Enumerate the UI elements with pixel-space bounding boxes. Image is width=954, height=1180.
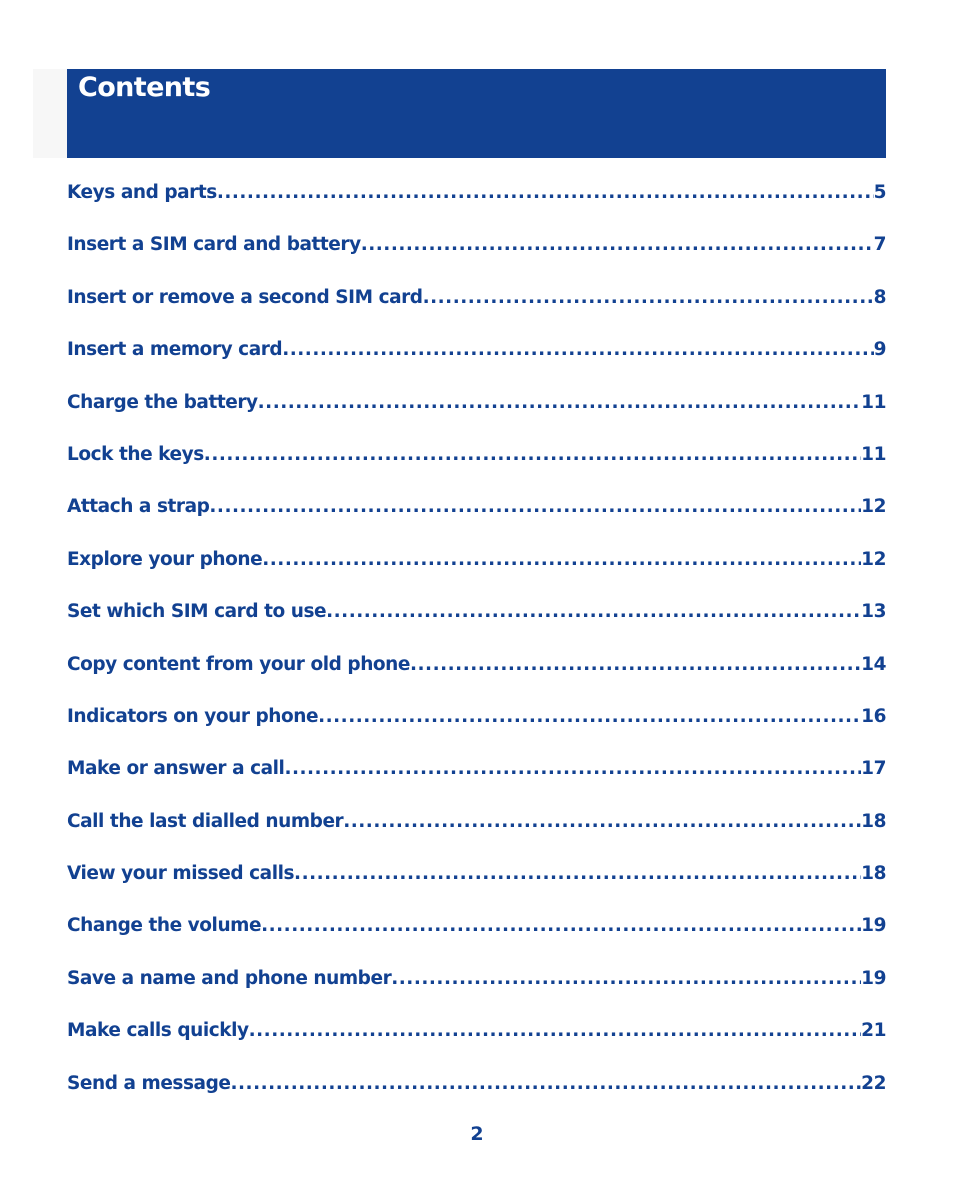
toc-entry-charge-battery[interactable] (67, 388, 886, 440)
table-of-contents (67, 178, 886, 1121)
toc-entry-page: 19 (861, 967, 886, 989)
toc-entry-title: Call the last dialled number (67, 810, 344, 832)
toc-dot-leader (282, 335, 873, 365)
toc-dot-leader (258, 388, 862, 418)
toc-entry-page: 21 (861, 1020, 886, 1042)
toc-entry-page: 18 (861, 863, 886, 885)
toc-entry-title: Keys and parts (67, 182, 217, 203)
toc-entry-page: 12 (861, 496, 886, 518)
toc-dot-leader (391, 964, 861, 994)
toc-entry-send-message[interactable] (67, 1069, 886, 1121)
toc-dot-leader (230, 1069, 861, 1099)
toc-dot-leader (249, 1016, 862, 1046)
toc-entry-page: 14 (861, 653, 886, 675)
toc-dot-leader (410, 650, 861, 680)
toc-entry-title: View your missed calls (67, 863, 295, 885)
toc-entry-page: 5 (873, 182, 886, 203)
toc-entry-title: Send a message (67, 1072, 231, 1094)
toc-entry-page: 22 (861, 1072, 886, 1094)
toc-entry-copy-content[interactable] (67, 650, 886, 702)
toc-entry-indicators[interactable] (67, 702, 886, 754)
toc-dot-leader (326, 597, 861, 627)
toc-entry-save-name[interactable] (67, 964, 886, 1016)
toc-dot-leader (209, 492, 861, 522)
toc-entry-make-calls-quickly[interactable] (67, 1016, 886, 1068)
toc-entry-attach-strap[interactable] (67, 492, 886, 544)
toc-entry-page: 8 (873, 286, 886, 308)
toc-entry-page: 19 (861, 915, 886, 937)
toc-dot-leader (217, 178, 874, 208)
toc-entry-title: Make or answer a call (67, 758, 285, 780)
toc-entry-title: Insert or remove a second SIM card (67, 286, 423, 308)
toc-entry-title: Insert a SIM card and battery (67, 234, 361, 256)
page-title: Contents (78, 72, 211, 103)
toc-entry-page: 18 (861, 810, 886, 832)
toc-dot-leader (284, 754, 861, 784)
toc-entry-missed-calls[interactable] (67, 859, 886, 911)
toc-entry-explore-phone[interactable] (67, 545, 886, 597)
toc-entry-lock-keys[interactable] (67, 440, 886, 492)
toc-entry-title: Set which SIM card to use (67, 601, 327, 623)
toc-entry-set-sim[interactable] (67, 597, 886, 649)
toc-entry-change-volume[interactable] (67, 911, 886, 963)
toc-entry-title: Make calls quickly (67, 1020, 249, 1042)
toc-entry-page: 7 (873, 234, 886, 256)
toc-dot-leader (262, 545, 861, 575)
toc-entry-title: Change the volume (67, 915, 262, 937)
toc-entry-title: Copy content from your old phone (67, 653, 410, 675)
toc-entry-last-dialled[interactable] (67, 807, 886, 859)
toc-entry-page: 11 (861, 391, 886, 413)
toc-entry-page: 16 (861, 705, 886, 727)
toc-entry-page: 17 (861, 758, 886, 780)
toc-entry-make-answer-call[interactable] (67, 754, 886, 806)
toc-entry-page: 13 (861, 601, 886, 623)
toc-entry-title: Explore your phone (67, 548, 263, 570)
toc-entry-title: Attach a strap (67, 496, 210, 518)
toc-dot-leader (423, 283, 874, 313)
toc-dot-leader (361, 230, 874, 260)
toc-dot-leader (318, 702, 861, 732)
contents-header-bar (67, 69, 886, 158)
toc-entry-second-sim[interactable] (67, 283, 886, 335)
toc-entry-title: Save a name and phone number (67, 967, 392, 989)
toc-entry-memory-card[interactable] (67, 335, 886, 387)
toc-entry-title: Indicators on your phone (67, 705, 319, 727)
toc-entry-page: 11 (861, 443, 886, 465)
toc-entry-title: Charge the battery (67, 391, 258, 413)
toc-entry-title: Insert a memory card (67, 339, 283, 361)
toc-dot-leader (204, 440, 861, 470)
toc-dot-leader (261, 911, 861, 941)
toc-entry-page: 12 (861, 548, 886, 570)
header-side-tab (33, 69, 67, 158)
toc-dot-leader (294, 859, 861, 889)
page-number: 2 (470, 1123, 484, 1145)
toc-dot-leader (343, 807, 861, 837)
toc-entry-insert-sim-and-battery[interactable] (67, 230, 886, 282)
toc-entry-title: Lock the keys (67, 443, 204, 465)
toc-entry-page: 9 (873, 339, 886, 361)
toc-entry-keys-and-parts[interactable] (67, 178, 886, 230)
